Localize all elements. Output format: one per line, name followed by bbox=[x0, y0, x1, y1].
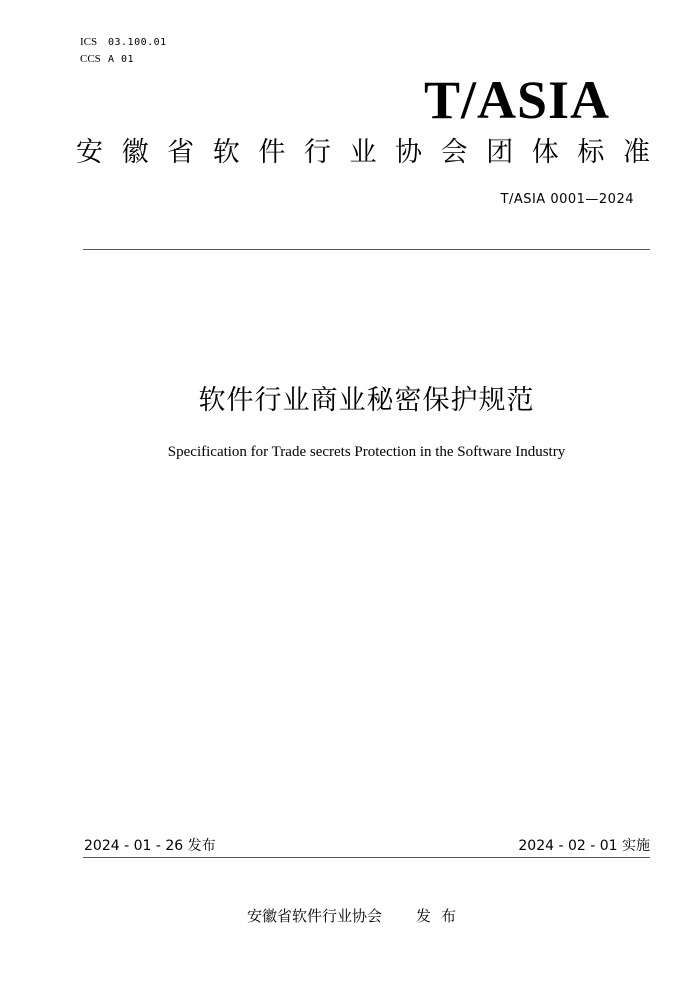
ccs-code-row bbox=[80, 51, 167, 68]
org-title-char: 准 bbox=[622, 137, 650, 168]
org-title-char: 行 bbox=[303, 137, 331, 168]
org-title-char: 协 bbox=[395, 137, 423, 168]
header-divider bbox=[83, 249, 650, 250]
ccs-label: CCS bbox=[80, 53, 101, 65]
publisher-line bbox=[247, 905, 466, 926]
org-title-char: 徽 bbox=[121, 137, 149, 168]
effective-date: 2024 - 02 - 01 实施 bbox=[518, 838, 650, 854]
org-title-char: 省 bbox=[167, 137, 195, 168]
org-title-char: 业 bbox=[349, 137, 377, 168]
ics-code-row bbox=[80, 34, 167, 51]
org-title-char: 标 bbox=[577, 137, 605, 168]
org-title-char: 软 bbox=[212, 137, 240, 168]
footer-divider bbox=[83, 857, 650, 858]
organization-logo: T/ASIA bbox=[423, 70, 610, 130]
publisher-name: 安徽省软件行业协会 bbox=[247, 907, 383, 925]
standard-number: T/ASIA 0001—2024 bbox=[500, 192, 634, 207]
org-title-char: 会 bbox=[440, 137, 468, 168]
document-title: 软件行业商业秘密保护规范 bbox=[198, 385, 535, 416]
org-title-char: 团 bbox=[486, 137, 514, 168]
publish-action: 发布 bbox=[416, 907, 467, 925]
document-subtitle: Specification for Trade secrets Protection in the Software Industry bbox=[167, 444, 566, 460]
ics-label: ICS bbox=[80, 36, 98, 48]
ccs-value: A 01 bbox=[108, 54, 135, 65]
org-title-char: 安 bbox=[76, 137, 103, 168]
org-title-char: 体 bbox=[531, 137, 559, 168]
ics-value: 03.100.01 bbox=[108, 37, 167, 48]
classification-codes bbox=[80, 34, 167, 68]
organization-standard-title bbox=[76, 134, 650, 172]
release-date: 2024 - 01 - 26 发布 bbox=[84, 838, 216, 854]
org-title-char: 件 bbox=[258, 137, 286, 168]
